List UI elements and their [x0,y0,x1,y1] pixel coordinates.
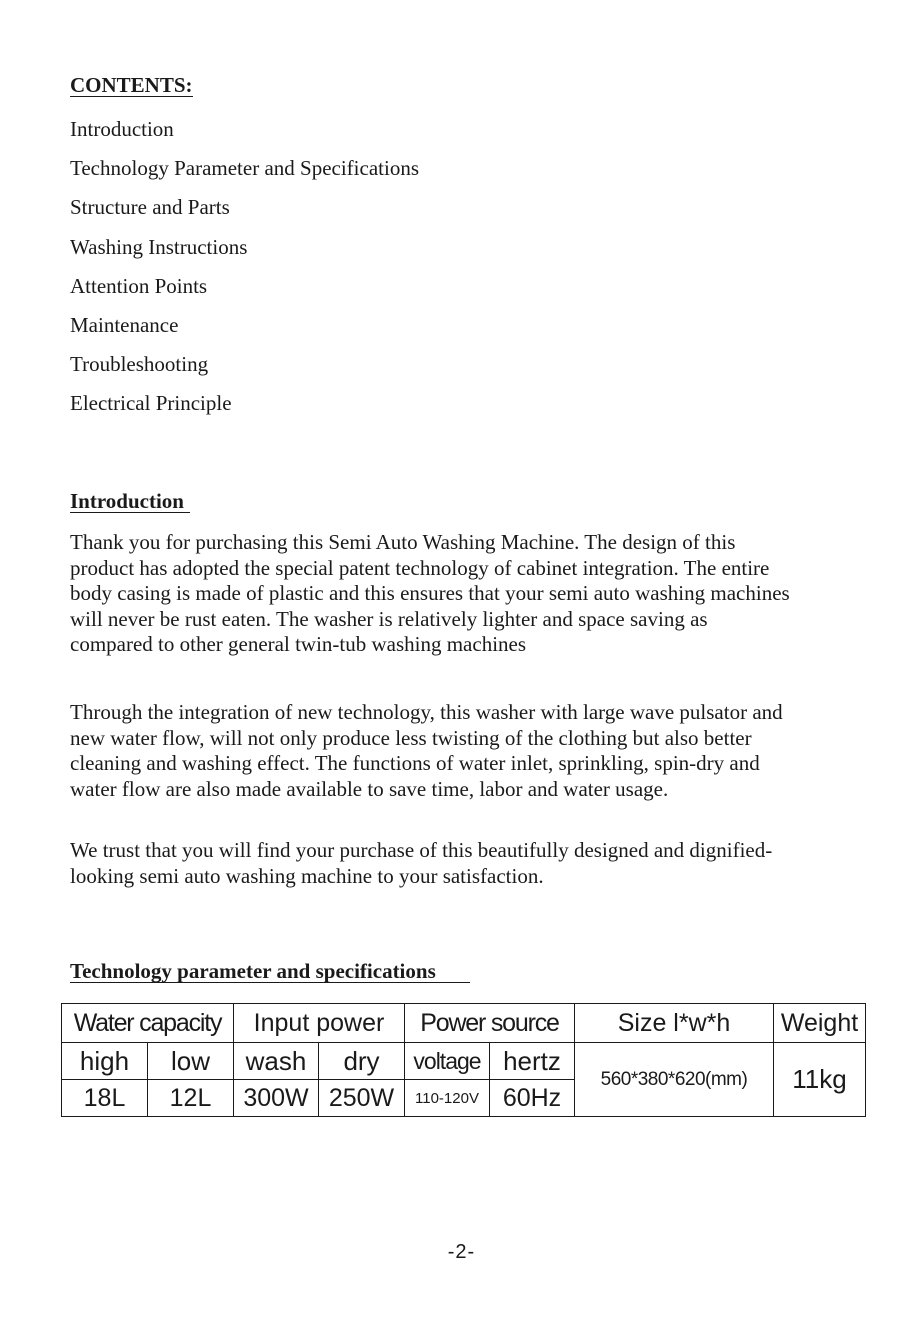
subheader-wash: wash [234,1043,319,1080]
table-header-row [62,1004,866,1043]
technology-heading: Technology parameter and specifications [70,960,470,983]
toc-item: Attention Points [70,273,208,298]
introduction-paragraph: We trust that you will find your purchase of this beautifully designed and dignified-looking semi auto washing machine to your satisfaction. [70,838,773,888]
subheader-voltage: voltage [405,1043,490,1080]
subheader-high: high [62,1043,148,1080]
value-voltage: 110-120V [405,1080,490,1117]
page-number: -2- [447,1241,476,1263]
header-input-power: Input power [234,1004,405,1043]
introduction-paragraph: Thank you for purchasing this Semi Auto Washing Machine. The design of this product has adopted the special patent technology of cabinet integration. The entire body casing is made of plastic and this ensures that your semi auto washing machines will never be rust eaten. The washer is relatively lighter and space saving as compared to other general twin-tub washing machines [70,530,790,657]
introduction-heading: Introduction [70,490,190,513]
contents-heading: CONTENTS: [70,73,193,97]
toc-item: Introduction [70,117,174,141]
header-power-source: Power source [405,1004,575,1043]
toc-item: Troubleshooting [70,352,209,377]
subheader-dry: dry [319,1043,405,1080]
value-low: 12L [148,1080,234,1117]
table-subheader-row [62,1043,866,1080]
toc-item: Structure and Parts [70,195,230,220]
toc-item: Maintenance [70,312,179,337]
header-weight: Weight [774,1004,866,1043]
specifications-table [61,1003,866,1117]
value-high: 18L [62,1080,148,1117]
header-water-capacity: Water capacity [62,1004,234,1043]
value-dry: 250W [319,1080,405,1117]
size-value: 560*380*620(mm) [575,1043,774,1117]
header-size: Size l*w*h [575,1004,774,1043]
weight-value: 11kg [774,1043,866,1117]
toc-item: Washing Instructions [70,234,248,259]
introduction-paragraph: Through the integration of new technology, this washer with large wave pulsator and new water flow, will not only produce less twisting of the clothing but also better cleaning and washing effect. The functions of water inlet, sprinkling, spin-dry and water flow are also made available to save time, labor and water usage. [70,700,783,801]
toc-item: Electrical Principle [70,391,232,416]
table-of-contents [70,117,419,431]
toc-item: Technology Parameter and Specifications [70,156,419,181]
value-hertz: 60Hz [490,1080,575,1117]
subheader-low: low [148,1043,234,1080]
subheader-hertz: hertz [490,1043,575,1080]
value-wash: 300W [234,1080,319,1117]
